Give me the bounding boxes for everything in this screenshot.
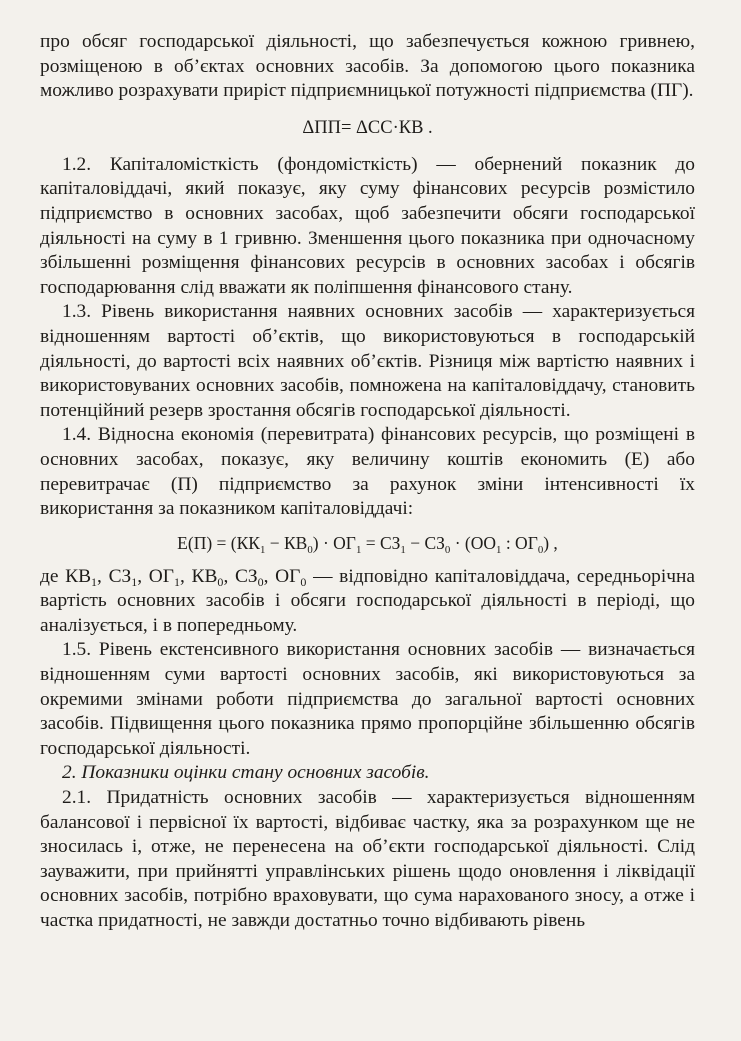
formula-part: − КВ (265, 532, 308, 553)
text-subscript: 1 (174, 574, 181, 589)
text-subscript: 0 (300, 574, 307, 589)
text-subscript: 1 (131, 574, 138, 589)
paragraph-1-4: 1.4. Відносна економія (перевитрата) фінансових ресурсів, що розміщені в основних засобах, показує, яку величину коштів економить (Е) або перевитрачає (П) підприємство за рахунок зміни інтенсивності їх використання за показником капіталовіддачі: (40, 424, 695, 520)
text-part: , СЗ (97, 565, 132, 587)
formula-capacity-growth: ΔПП= ΔСС·КВ . (302, 117, 433, 138)
text-part: , ОГ (137, 565, 174, 587)
paragraph-2-1: 2.1. Придатність основних засобів — характеризується відношенням балансової і первісної їх вартості, відбиває частку, яка за розрахунком ще не зносилась і, отже, не перенесена на об’єкти господарської діяльності. Слід зауважити, при прийнятті управлінських рішень щодо оновлення і ліквідації основних засобів, потрібно враховувати, що сума нарахованого зносу, а отже і частка придатності, не завжди достатньо точно відбивають рівень (40, 787, 695, 931)
formula-subscript: 1 (400, 543, 406, 556)
paragraph-1-3: 1.3. Рівень використання наявних основних засобів — характеризується відношенням вартості об’єктів, що використовуються в господарській діяльності, до вартості всіх наявних об’єктів. Різниця між вартістю наявних і використовуваних основних засобів, помножена на капіталовіддачу, становить потенційний резерв зростання обсягів господарської діяльності. (40, 301, 695, 421)
formula-economy (40, 530, 695, 556)
text-part: де КВ (40, 565, 92, 587)
formula-part: − СЗ (405, 532, 445, 553)
formula-subscript: 1 (355, 543, 362, 556)
formula-part: · (ОО (450, 532, 497, 553)
formula-part: Е(П) = (КК (177, 532, 260, 553)
text-part: , КВ (180, 565, 218, 587)
text-subscript: 1 (91, 574, 98, 589)
text-subscript: 0 (257, 574, 264, 589)
formula-subscript: 0 (537, 543, 544, 556)
formula-part: ) , (543, 532, 558, 553)
paragraph-where (40, 565, 695, 639)
formula-subscript: 1 (259, 543, 266, 556)
text-part: — відповідно капіталовіддача, середньорічна вартість основних засобів і обсяги господарської діяльності в періоді, що аналізується, і в попередньому. (40, 565, 696, 636)
formula-part: : ОГ (501, 532, 538, 553)
formula-part: = СЗ (361, 532, 401, 553)
formula-subscript: 0 (307, 543, 313, 556)
formula-subscript: 1 (496, 543, 502, 556)
formula-part: ) · ОГ (312, 532, 356, 553)
paragraph-1-5: 1.5. Рівень екстенсивного використання основних засобів — визначається відношенням суми вартості основних засобів, які використовуються за окремими змінами роботи підприємства до загальної вартості основних засобів. Підвищення цього показника прямо пропорційне збільшенню обсягів господарської діяльності. (40, 639, 695, 759)
text-part: , ОГ (263, 565, 301, 587)
formula-subscript: 0 (444, 543, 451, 556)
text-part: , СЗ (223, 565, 258, 587)
text-subscript: 0 (217, 574, 224, 589)
paragraph-intro: про обсяг господарської діяльності, що забезпечується кожною гривнею, розміщеною в об’єктах основних засобів. За допомогою цього показника можливо розрахувати приріст підприємницької потужності підприємства (ПГ). (40, 31, 695, 102)
section-heading-2: 2. Показники оцінки стану основних засобів. (62, 762, 430, 784)
paragraph-1-2: 1.2. Капіталомісткість (фондомісткість) — обернений показник до капіталовіддачі, який показує, яку суму фінансових ресурсів розмістило підприємство в основних засобах, щоб забезпечити обсяги господарської діяльності на суму в 1 гривню. Зменшення цього показника при одночасному збільшенні розміщення фінансових ресурсів в основних засобах і обсягів господарювання слід вважати як поліпшення фінансового стану. (40, 153, 695, 298)
